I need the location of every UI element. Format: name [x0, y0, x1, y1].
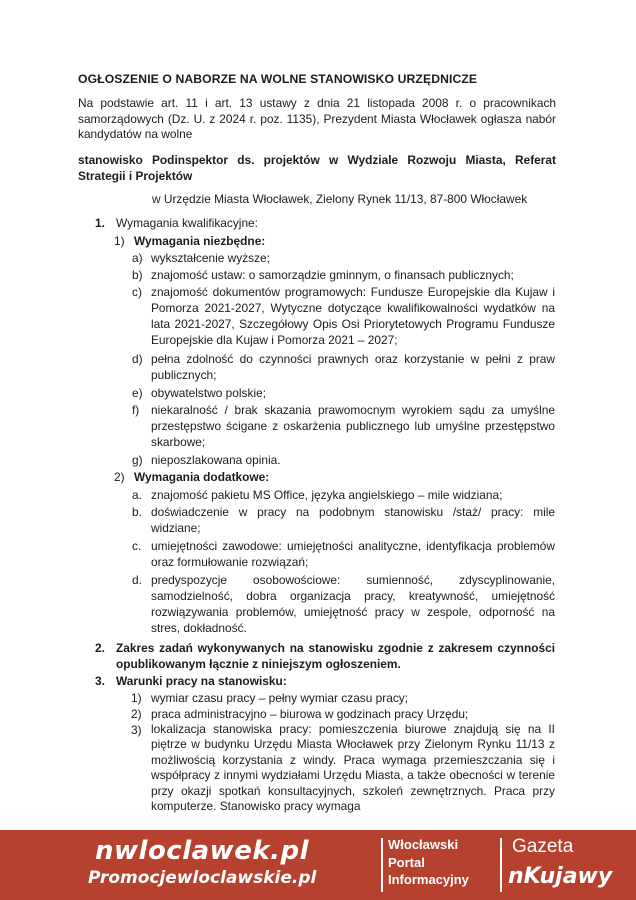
list-item: pełna zdolność do czynności prawnych oraz korzystanie w pełni z praw publicznych; — [151, 352, 555, 382]
list-item: niekaralność / brak skazania prawomocnym wyrokiem sądu za umyślne przestępstwo ścigane z oskarżenia publicznego lub umyślne przestępstwo skarbowe; — [151, 403, 555, 449]
footer-gazeta-label: Gazeta — [512, 836, 574, 857]
item-letter: b) — [132, 268, 143, 282]
list-item: doświadczenie w pracy na podobnym stanowisku /staż/ pracy: mile widziane; — [151, 505, 555, 535]
footer-divider — [500, 838, 502, 892]
footer-portal-line: Włocławski — [388, 837, 459, 852]
list-item: znajomość pakietu MS Office, języka angielskiego – mile widziana; — [151, 488, 503, 502]
footer-portal-line: Informacyjny — [388, 872, 469, 887]
section-3-number: 3. — [95, 674, 105, 688]
condition-item: lokalizacja stanowiska pracy: pomieszczenia biurowe znajdują się na II piętrze w budynku Urzędu Miasta Włocławek przy Zielonym Rynku 11/13 z możliwością korzystania z windy. Praca wymaga przemieszczania się i współpracy z innymi wydziałami Urzędu Miasta, a także obecności w terenie przy okazji spotkań konsultacyjnych, szkoleń zewnętrznych. Praca przy komputerze. Stanowisko pracy wymaga — [151, 722, 555, 814]
section-1-number: 1. — [95, 216, 105, 230]
item-letter: a. — [132, 488, 142, 502]
item-letter: c) — [132, 285, 142, 299]
section-2-text: Zakres zadań wykonywanych na stanowisku zgodnie z zakresem czynności opublikowanym łącznie z niniejszym ogłoszeniem. — [116, 641, 555, 671]
condition-number: 1) — [131, 691, 142, 705]
item-letter: d. — [132, 573, 142, 587]
section-2-number: 2. — [95, 641, 105, 655]
item-letter: g) — [132, 453, 143, 467]
list-item: umiejętności zawodowe: umiejętności analityczne, identyfikacja problemów oraz formułowanie rozwiązań; — [151, 539, 555, 569]
subsection-1-title: Wymagania niezbędne: — [134, 234, 266, 248]
list-item: nieposzlakowana opinia. — [151, 453, 281, 467]
subsection-2-number: 2) — [114, 470, 125, 484]
list-item: obywatelstwo polskie; — [151, 386, 266, 400]
subsection-2-title: Wymagania dodatkowe: — [134, 470, 270, 484]
list-item: znajomość ustaw: o samorządzie gminnym, o finansach publicznych; — [151, 268, 514, 282]
footer-brand-sub[interactable]: Promocjewloclawskie.pl — [88, 868, 317, 888]
item-letter: a) — [132, 251, 143, 265]
list-item: predyspozycje osobowościowe: sumienność, zdyscyplinowanie, samodzielność, dobra organizacja pracy, kreatywność, umiejętność rozwiązywania problemów, umiejętność pracy w zespole, odporność na stres, dokładność. — [151, 573, 555, 635]
footer-portal-line: Portal — [388, 854, 425, 870]
section-1-title: Wymagania kwalifikacyjne: — [116, 216, 258, 230]
location-line: w Urzędzie Miasta Włocławek, Zielony Rynek 11/13, 87-800 Włocławek — [152, 192, 528, 206]
subsection-1-number: 1) — [114, 234, 125, 248]
item-letter: f) — [132, 403, 140, 417]
footer-divider — [381, 838, 383, 892]
position-heading: stanowisko Podinspektor ds. projektów w Wydziale Rozwoju Miasta, Referat Strategii i Projektów — [78, 153, 556, 183]
list-item: znajomość dokumentów programowych: Fundusze Europejskie dla Kujaw i Pomorza 2021-2027, Wytyczne dotyczące kwalifikowalności wydatków na lata 2021-2027, Szczegółowy Opis Osi Priorytetowych Programu Fundusze Europejskie dla Kujaw i Pomorza 2021 – 2027; — [151, 285, 555, 347]
document-title: OGŁOSZENIE O NABORZE NA WOLNE STANOWISKO URZĘDNICZE — [78, 72, 478, 86]
section-3-title: Warunki pracy na stanowisku: — [116, 674, 287, 688]
item-letter: c. — [132, 539, 142, 553]
intro-paragraph: Na podstawie art. 11 i art. 13 ustawy z dnia 21 listopada 2008 r. o pracownikach samorządowych (Dz. U. z 2024 r. poz. 1135), Prezydent Miasta Włocławek ogłasza nabór kandydatów na wolne — [78, 96, 556, 141]
footer-portal-text — [388, 836, 469, 889]
footer-gazeta-brand[interactable]: nKujawy — [508, 864, 613, 889]
list-item: wykształcenie wyższe; — [151, 251, 270, 265]
condition-item: wymiar czasu pracy – pełny wymiar czasu pracy; — [151, 691, 409, 705]
footer-brand-main[interactable]: nwloclawek.pl — [95, 836, 310, 866]
item-letter: b. — [132, 505, 142, 519]
footer-banner — [0, 830, 636, 900]
item-letter: e) — [132, 386, 143, 400]
item-letter: d) — [132, 352, 143, 366]
condition-item: praca administracyjno – biurowa w godzinach pracy Urzędu; — [151, 707, 469, 721]
condition-number: 3) — [131, 723, 142, 737]
condition-number: 2) — [131, 707, 142, 721]
